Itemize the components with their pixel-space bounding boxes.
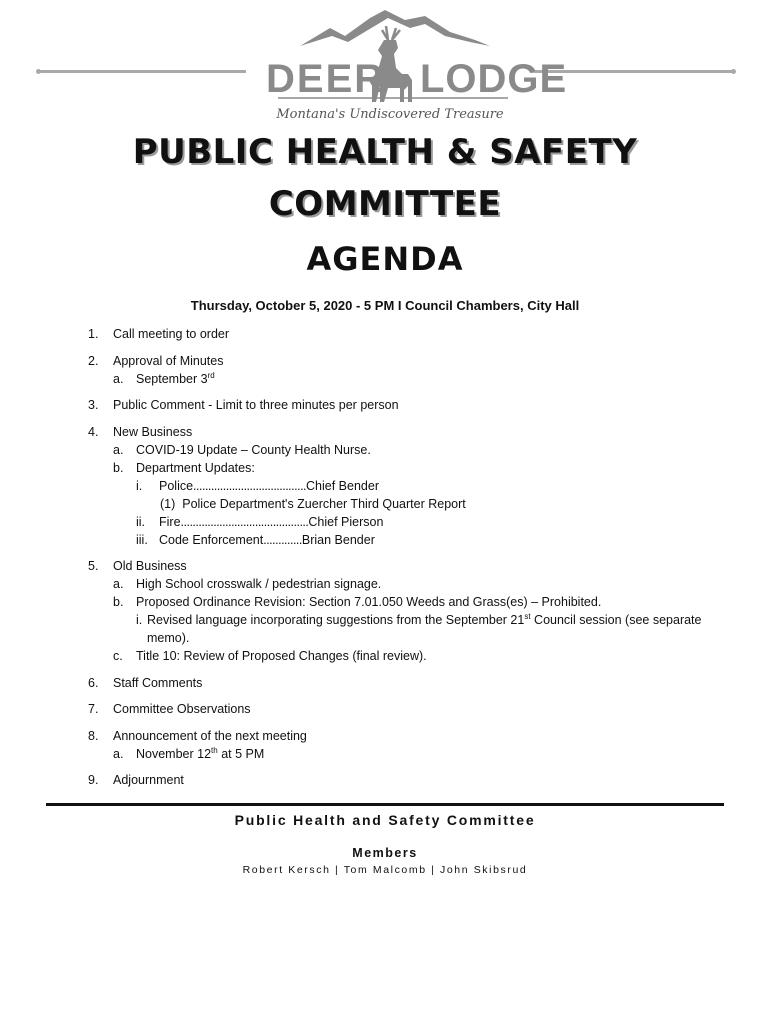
sub-item — [113, 441, 708, 459]
superscript: st — [524, 611, 531, 621]
roman-number: i. — [136, 613, 143, 627]
sub-item-text: High School crosswalk / pedestrian signage. — [136, 577, 382, 591]
sub-item — [113, 745, 708, 763]
department-police — [136, 477, 708, 513]
item-number: 3. — [88, 398, 99, 412]
roman-number: i. — [136, 478, 143, 493]
item-text: Announcement of the next meeting — [113, 728, 307, 743]
footer-divider — [46, 803, 724, 806]
agenda-item — [88, 396, 708, 414]
item-text: Committee Observations — [113, 702, 251, 716]
sub-item — [113, 370, 708, 388]
department-person: Brian Bender — [301, 532, 375, 547]
item-number: 9. — [88, 773, 99, 787]
department-label: Fire — [159, 514, 181, 529]
item-text: Old Business — [113, 559, 187, 573]
sub-item — [113, 647, 708, 665]
letterhead — [0, 0, 770, 130]
department-fire — [136, 513, 708, 531]
title-line-1: PUBLIC HEALTH & SAFETY — [132, 132, 638, 172]
logo-tagline: Montana's Undiscovered Treasure — [276, 107, 504, 122]
sub-item-text: November 12 — [136, 746, 212, 761]
item-text: Adjournment — [113, 773, 184, 787]
department-report — [159, 495, 708, 513]
sub-item-number: c. — [113, 649, 123, 663]
agenda-item — [88, 352, 708, 388]
agenda-list — [88, 325, 708, 798]
sub-item-number: b. — [113, 460, 124, 475]
item-number: 8. — [88, 728, 99, 743]
sub-item-text: Department Updates: — [136, 460, 255, 475]
logo-word-lodge: LODGE — [420, 57, 568, 101]
item-text: New Business — [113, 424, 193, 439]
department-label: Police — [159, 478, 194, 493]
footer-members-label: Members — [352, 846, 418, 860]
item-text: Staff Comments — [113, 675, 203, 690]
report-text: Police Department's Zuercher Third Quarter Report — [182, 496, 466, 511]
item-number: 2. — [88, 353, 99, 368]
sub-sub-item-text: Revised language incorporating suggestions from the September 21 — [147, 613, 525, 627]
footer-committee-name: Public Health and Safety Committee — [234, 812, 536, 828]
sub-sub-item-text-cont: Council session (see separate memo). — [147, 613, 702, 645]
title-line-2: COMMITTEE — [268, 184, 502, 224]
agenda-item — [88, 557, 708, 665]
roman-number: iii. — [136, 532, 148, 547]
roman-number: ii. — [136, 514, 146, 529]
agenda-item — [88, 771, 708, 789]
deer-lodge-logo — [260, 6, 568, 130]
agenda-item — [88, 674, 708, 692]
department-person: Chief Pierson — [308, 514, 384, 529]
sub-item — [113, 575, 708, 593]
agenda-item — [88, 727, 708, 763]
sub-item — [113, 593, 708, 647]
report-number: (1) — [160, 496, 176, 511]
department-label: Code Enforcement — [159, 532, 264, 547]
sub-item-text: Title 10: Review of Proposed Changes (final review). — [136, 649, 427, 663]
sub-sub-item — [136, 611, 708, 647]
sub-item-text: COVID-19 Update – County Health Nurse. — [136, 442, 371, 457]
sub-item-text: September 3 — [136, 371, 208, 386]
item-number: 1. — [88, 327, 99, 341]
item-number: 6. — [88, 675, 99, 690]
item-text: Call meeting to order — [113, 327, 230, 341]
superscript: rd — [207, 370, 215, 380]
leader-dots: ...................................... — [193, 478, 307, 493]
leader-dots: ........................................... — [180, 514, 309, 529]
department-code-enforcement — [136, 531, 708, 549]
item-text: Approval of Minutes — [113, 353, 224, 368]
title-agenda: AGENDA — [306, 240, 464, 278]
agenda-item — [88, 700, 708, 718]
item-text: Public Comment - Limit to three minutes per person — [113, 398, 399, 412]
sub-item-text-cont: at 5 PM — [217, 746, 265, 761]
agenda-item — [88, 423, 708, 549]
sub-item-text: Proposed Ordinance Revision: Section 7.01.050 Weeds and Grass(es) – Prohibited. — [136, 595, 602, 609]
agenda-item — [88, 325, 708, 343]
leader-dots: ............. — [263, 532, 302, 547]
meeting-details: Thursday, October 5, 2020 - 5 PM I Council Chambers, City Hall — [190, 298, 580, 313]
footer-member-names: Robert Kersch | Tom Malcomb | John Skibsrud — [242, 864, 528, 876]
sub-item-number: a. — [113, 371, 124, 386]
logo-word-deer: DEER — [266, 57, 386, 101]
sub-item — [113, 459, 708, 549]
sub-item-number: a. — [113, 746, 124, 761]
sub-item-number: b. — [113, 595, 124, 609]
item-number: 7. — [88, 702, 99, 716]
department-person: Chief Bender — [306, 478, 379, 493]
item-number: 5. — [88, 559, 99, 573]
superscript: th — [211, 745, 218, 755]
header-rule-left — [38, 70, 246, 73]
sub-item-number: a. — [113, 577, 124, 591]
sub-item-number: a. — [113, 442, 124, 457]
item-number: 4. — [88, 424, 99, 439]
